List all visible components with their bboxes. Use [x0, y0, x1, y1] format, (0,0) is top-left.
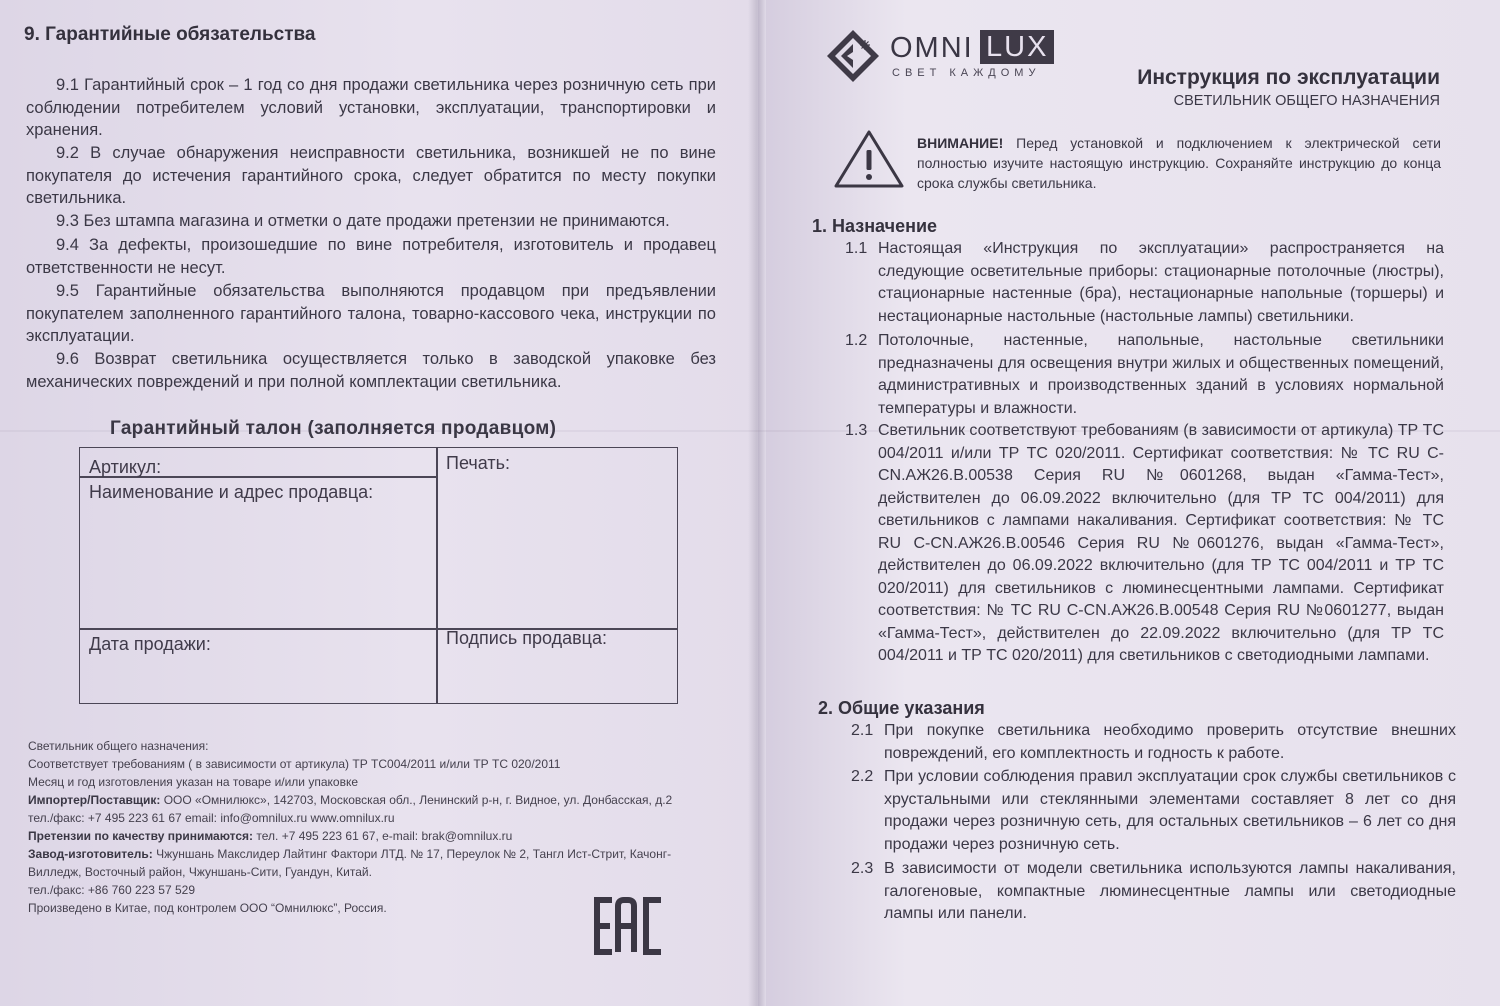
- importer-contacts: тел./факс: +7 495 223 61 67 email: info@omnilux.ru www.omnilux.ru: [28, 811, 395, 825]
- item-1-1: [845, 238, 1444, 328]
- coupon-sale-date-label: Дата продажи:: [89, 634, 211, 654]
- coupon-stamp-label: Печать:: [446, 453, 510, 473]
- importer-text: ООО «Омнилюкс», 142703, Московская обл., Ленинский р-н, г. Видное, ул. Донбасская, д.2: [160, 793, 673, 807]
- warranty-paragraph-9-6: 9.6 Возврат светильника осуществляется только в заводской упаковке без механических повреждений и при полной комплектации светильника.: [26, 350, 716, 391]
- warranty-paragraph-9-4: 9.4 За дефекты, произошедшие по вине потребителя, изготовитель и продавец ответственности не несут.: [26, 236, 716, 277]
- factory-label: Завод-изготовитель:: [28, 847, 153, 861]
- item-1-3: [845, 420, 1444, 668]
- claims-label: Претензии по качеству принимаются:: [28, 829, 254, 843]
- importer-line-3: Месяц и год изготовления указан на товаре и/или упаковке: [28, 775, 359, 789]
- section-1-title: 1. Назначение: [812, 216, 938, 236]
- item-2-2: [851, 766, 1456, 856]
- item-1-2: [845, 330, 1444, 420]
- warranty-paragraph-9-1: 9.1 Гарантийный срок – 1 год со дня продажи светильника через розничную сеть при соблюдении потребителем условий установки, эксплуатации, транспортировки и хранения.: [26, 76, 716, 139]
- warranty-coupon-title: Гарантийный талон (заполняется продавцом): [110, 418, 557, 439]
- importer-label: Импортер/Поставщик:: [28, 793, 161, 807]
- factory-phone: тел./факс: +86 760 223 57 529: [28, 883, 196, 897]
- warning-triangle-icon: [832, 128, 906, 190]
- claims-text: тел. +7 495 223 61 67, e-mail: brak@omnilux.ru: [253, 829, 513, 843]
- page-fold: [748, 0, 766, 1006]
- warranty-coupon-table: [79, 447, 678, 704]
- warning-block: [917, 133, 1441, 193]
- item-text: Настоящая «Инструкция по эксплуатации» распространяется на следующие осветительные приборы: стационарные потолочные (люстры), стационарные настенные (бра), нестационарные напольные (торшеры) и нестационарные настольные (настольные лампы) светильники.: [878, 240, 1444, 325]
- item-number: 2.2: [851, 768, 874, 785]
- importer-line-1: Светильник общего назначения:: [28, 739, 209, 753]
- item-number: 2.3: [851, 860, 874, 877]
- item-number: 1.2: [845, 332, 868, 349]
- item-number: 1.1: [845, 240, 868, 257]
- warning-text: Перед установкой и подключением к электрической сети полностью изучите настоящую инструкцию. Сохраняйте инструкцию до конца срока службы светильника.: [917, 135, 1441, 191]
- coupon-article-label: Артикул:: [89, 457, 162, 477]
- factory-text: Чжуншань Макслидер Лайтинг Фактори ЛТД. № 17, Переулок № 2, Тангл Ист-Стрит, Качонг-Вилледж, Восточный район, Чжуншань-Сити, Гуандун, Китай.: [28, 847, 672, 879]
- brand-tagline: СВЕТ КАЖДОМУ: [892, 67, 1041, 79]
- item-2-3: [851, 858, 1456, 926]
- importer-supplier: [28, 792, 708, 810]
- coupon-signature-label: Подпись продавца:: [446, 628, 608, 648]
- warning-label: ВНИМАНИЕ!: [917, 135, 1004, 151]
- brand-omni: OMNI: [890, 32, 974, 64]
- item-text: Потолочные, настенные, напольные, настольные светильники предназначены для освещения внутри жилых и общественных помещений, административных и производственных зданий в условиях нормальной температуры и влажности.: [878, 332, 1444, 417]
- produced-in: Произведено в Китае, под контролем ООО “Омнилюкс”, Россия.: [28, 901, 387, 915]
- coupon-vertical-divider: [436, 448, 438, 703]
- item-text: Светильник соответствуют требованиям (в зависимости от артикула) ТР ТС 004/2011 и/или ТР ТС 020/2011. Сертификат соответствия: № ТС RU C-CN.АЖ26.В.00538 Серия RU №0601268, выдан «Гамма-Тест», действителен до 06.09.2022 включительно (для ТР ТС 004/2011) для светильников с лампами накаливания. Сертификат соответствия: № ТС RU C-CN.АЖ26.В.00546 Серия RU №0601276, выдан «Гамма-Тест», действителен до 06.09.2022 включительно (для ТР ТС 004/2011 и ТР ТС 020/2011) для светильников с люминесцентными лампами. Сертификат соответствия: № ТС RU C-CN.АЖ26.В.00548 Серия RU №0601277, выдан «Гамма-Тест», действителен до 22.09.2022 включительно (для ТР ТС 004/2011 и ТР ТС 020/2011) для светильников с светодиодными лампами.: [878, 422, 1444, 664]
- omnilux-logo-mark-icon: [825, 28, 881, 84]
- warranty-paragraph-9-3: 9.3 Без штампа магазина и отметки о дате продажи претензии не принимаются.: [56, 212, 670, 230]
- item-number: 1.3: [845, 422, 868, 439]
- warranty-paragraph-9-2: 9.2 В случае обнаружения неисправности светильника, возникшей не по вине покупателя до истечения гарантийного срока, следует обратится по месту покупки светильника.: [26, 144, 716, 207]
- item-2-1: [851, 720, 1456, 765]
- importer-line-2: Соответствует требованиям ( в зависимости от артикула) ТР ТС004/2011 и/или ТР ТС 020/2011: [28, 757, 561, 771]
- item-text: В зависимости от модели светильника используются лампы накаливания, галогеновые, компактные люминесцентные лампы или светодиодные лампы или панели.: [884, 860, 1456, 922]
- instruction-subtitle: СВЕТИЛЬНИК ОБЩЕГО НАЗНАЧЕНИЯ: [1173, 93, 1440, 109]
- section-2-title: 2. Общие указания: [818, 698, 985, 718]
- item-text: При условии соблюдения правил эксплуатации срок службы светильников с хрустальными или стеклянными элементами составляет 8 лет со дня продажи через розничную сеть, для остальных светильников – 6 лет со дня продажи через розничную сеть.: [884, 768, 1456, 853]
- quality-claims: [28, 828, 708, 846]
- warranty-section-title: 9. Гарантийные обязательства: [24, 24, 316, 45]
- brand-lux: LUX: [980, 30, 1054, 64]
- manufacturer: [28, 846, 693, 881]
- item-number: 2.1: [851, 722, 874, 739]
- instruction-title: Инструкция по эксплуатации: [1137, 66, 1440, 89]
- item-text: При покупке светильника необходимо проверить отсутствие внешних повреждений, его комплектность и годность к работе.: [884, 722, 1456, 762]
- eac-mark-icon: [594, 896, 666, 956]
- coupon-seller-label: Наименование и адрес продавца:: [89, 482, 374, 502]
- warranty-paragraph-9-5: 9.5 Гарантийные обязательства выполняются продавцом при предъявлении покупателем заполненного гарантийного талона, товарно-кассового чека, инструкции по эксплуатации.: [26, 282, 716, 345]
